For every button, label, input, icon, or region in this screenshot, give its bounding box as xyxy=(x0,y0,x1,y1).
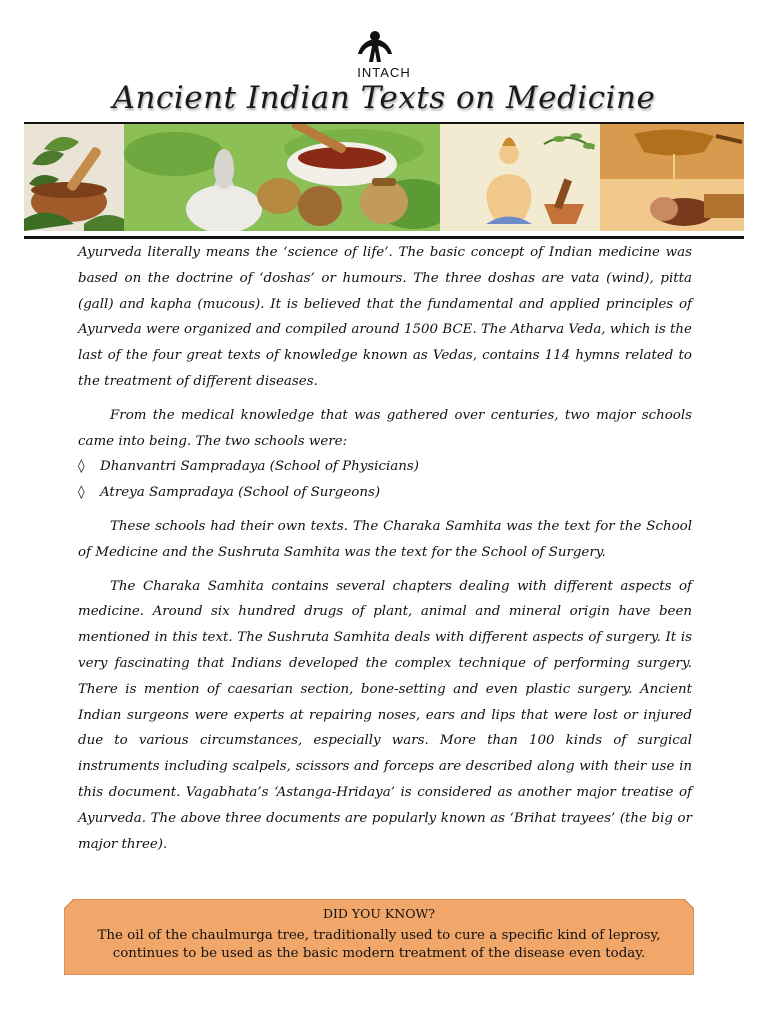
schools-list xyxy=(78,454,692,506)
intach-logo-icon xyxy=(352,30,398,64)
did-you-know-heading: DID YOU KNOW? xyxy=(322,906,436,921)
list-item: ◊ Atreya Sampradaya (School of Surgeons) xyxy=(78,480,692,506)
paragraph-ayurveda-intro: Ayurveda literally means the ‘science of life’. The basic concept of Indian medicine was based on the doctrine of ‘doshas’ or humours. The three doshas are vata (wind), pitta (gall) and kapha (mucous). It is believed that the fundamental and applied principles of Ayurveda were organized and compiled around 1500 BCE. The Atharva Veda, which is the last of the four great texts of knowledge known as Vedas, contains 114 hymns related to the treatment of different diseases. xyxy=(78,245,692,389)
did-you-know-box xyxy=(64,899,694,975)
article-body xyxy=(78,240,692,865)
page-title: Ancient Indian Texts on Medicine xyxy=(112,80,656,116)
diamond-bullet-icon: ◊ xyxy=(78,459,85,475)
org-name: INTACH xyxy=(357,65,411,80)
herbs-mortar-image xyxy=(24,124,124,231)
paragraph-school-texts: These schools had their own texts. The Charaka Samhita was the text for the School of Medicine and the Sushruta Samhita was the text for the School of Surgery. xyxy=(78,518,692,560)
did-you-know-text: The oil of the chaulmurga tree, traditionally used to cure a specific kind of leprosy, continues to be used as the basic modern treatment of the disease even today. xyxy=(97,928,661,961)
page-header xyxy=(0,0,768,120)
list-item: ◊ Dhanvantri Sampradaya (School of Physicians) xyxy=(78,454,692,480)
paragraph-schools-intro: From the medical knowledge that was gathered over centuries, two major schools came into being. The two schools were: xyxy=(78,407,692,449)
oil-therapy-image xyxy=(600,124,744,231)
sage-illustration-image xyxy=(440,124,600,231)
diamond-bullet-icon: ◊ xyxy=(78,485,85,501)
herbal-pouch-bowls-image xyxy=(124,124,454,231)
banner-strip xyxy=(24,122,744,239)
paragraph-charaka-sushruta: The Charaka Samhita contains several chapters dealing with different aspects of medicine. Around six hundred drugs of plant, animal and mineral origin have been mentioned in this text. The Sushruta Samhita deals with different aspects of surgery. It is very fascinating that Indians developed the complex technique of performing surgery. There is mention of caesarian section, bone-setting and even plastic surgery. Ancient Indian surgeons were experts at repairing noses, ears and lips that were lost or injured due to various circumstances, especially wars. More than 100 kinds of surgical instruments including scalpels, scissors and forceps are described along with their use in this document. Vagabhata’s ‘Astanga-Hridaya’ is considered as another major treatise of Ayurveda. The above three documents are popularly known as ‘Brihat trayees’ (the big or major three). xyxy=(78,578,692,852)
